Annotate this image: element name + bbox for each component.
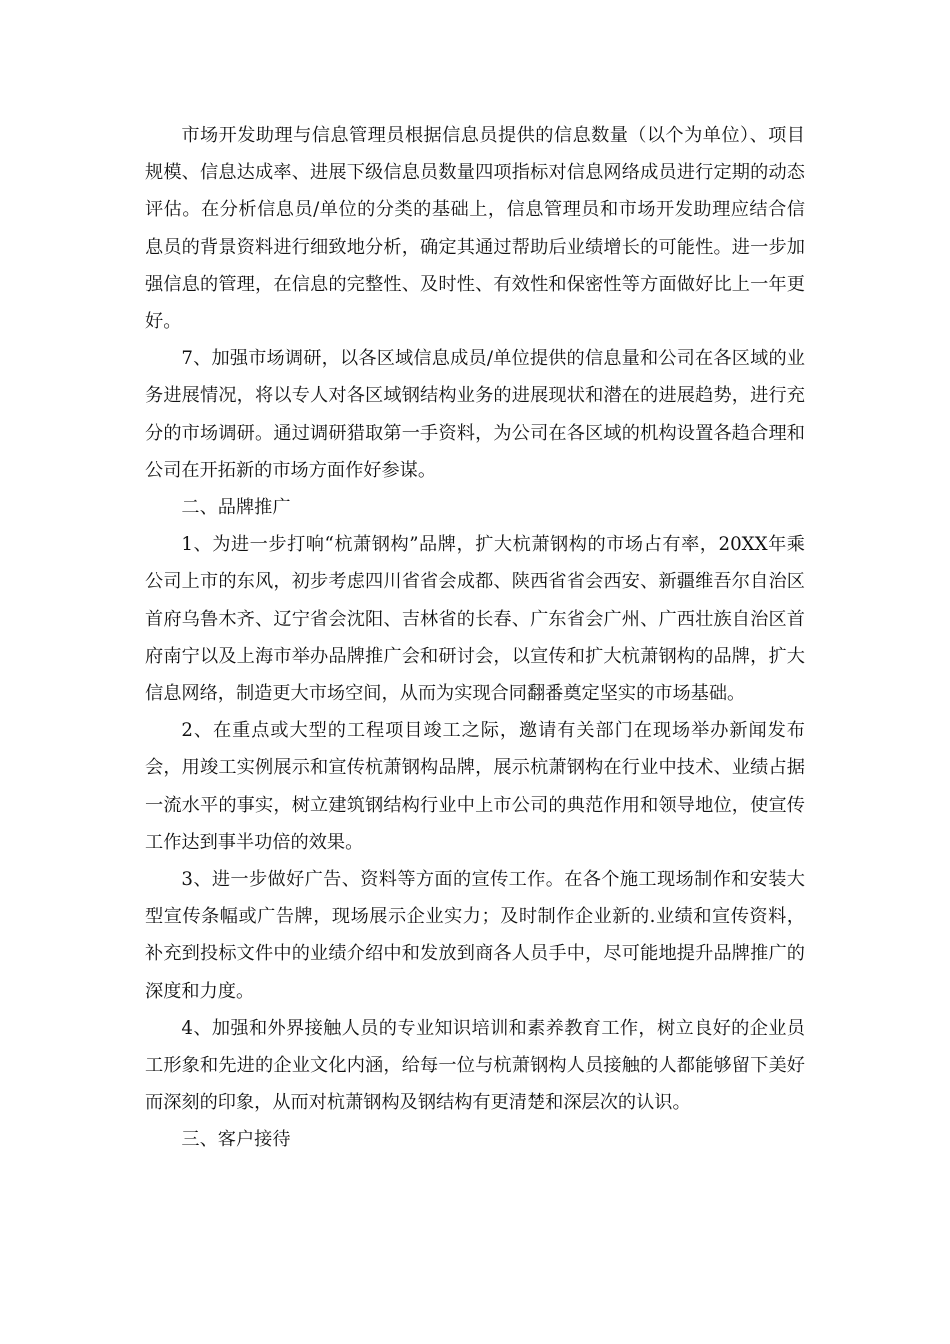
paragraph-advertising: 3、进一步做好广告、资料等方面的宣传工作。在各个施工现场制作和安装大型宣传条幅或广告牌，现场展示企业实力；及时制作企业新的.业绩和宣传资料，补充到投标文件中的业绩介绍中和发放到商各人员手中，尽可能地提升品牌推广的深度和力度。 (145, 869, 805, 1002)
section-heading-brand-promotion: 二、品牌推广 (181, 497, 291, 519)
paragraph-info-evaluation: 市场开发助理与信息管理员根据信息员提供的信息数量（以个为单位）、项目规模、信息达成率、进展下级信息员数量四项指标对信息网络成员进行定期的动态评估。在分析信息员/单位的分类的基础上，信息管理员和市场开发助理应结合信息员的背景资料进行细致地分析，确定其通过帮助后业绩增长的可能性。进一步加强信息的管理，在信息的完整性、及时性、有效性和保密性等方面做好比上一年更好。 (145, 125, 805, 333)
paragraph-market-research: 7、加强市场调研，以各区域信息成员/单位提供的信息量和公司在各区域的业务进展情况，将以专人对各区域钢结构业务的进展现状和潜在的进展趋势，进行充分的市场调研。通过调研猎取第一手资料，为公司在各区域的机构设置各趋合理和公司在开拓新的市场方面作好参谋。 (145, 348, 805, 481)
paragraph-brand-launch-events: 1、为进一步打响“杭萧钢构”品牌，扩大杭萧钢构的市场占有率，20XX年乘公司上市的东风，初步考虑四川省省会成都、陕西省省会西安、新疆维吾尔自治区首府乌鲁木齐、辽宁省会沈阳、吉林省的长春、广东省会广州、广西壮族自治区首府南宁以及上海市举办品牌推广会和研讨会，以宣传和扩大杭萧钢构的品牌，扩大信息网络，制造更大市场空间，从而为实现合同翻番奠定坚实的市场基础。 (145, 534, 805, 705)
section-heading-client-reception: 三、客户接待 (181, 1129, 291, 1151)
document-body (145, 117, 805, 1159)
paragraph-staff-training: 4、加强和外界接触人员的专业知识培训和素养教育工作，树立良好的企业员工形象和先进的企业文化内涵，给每一位与杭萧钢构人员接触的人都能够留下美好而深刻的印象，从而对杭萧钢构及钢结构有更清楚和深层次的认识。 (145, 1017, 805, 1114)
paragraph-press-conference: 2、在重点或大型的工程项目竣工之际，邀请有关部门在现场举办新闻发布会，用竣工实例展示和宣传杭萧钢构品牌，展示杭萧钢构在行业中技术、业绩占据一流水平的事实，树立建筑钢结构行业中上市公司的典范作用和领导地位，使宣传工作达到事半功倍的效果。 (145, 720, 805, 853)
